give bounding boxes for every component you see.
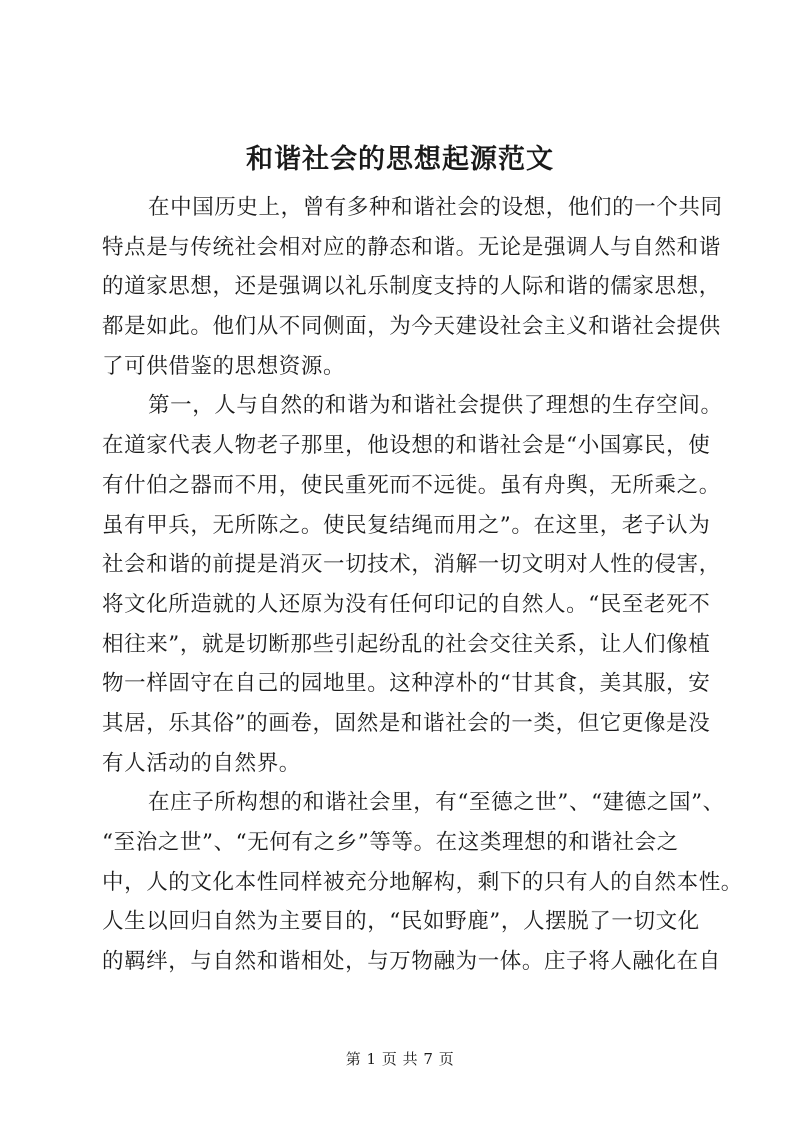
paragraph-2-line-6: 将文化所造就的人还原为没有任何印记的自然人。“民至老死不 xyxy=(102,591,711,617)
paragraph-2-line-3: 有什伯之器而不用，使民重死而不远徙。虽有舟舆，无所乘之。 xyxy=(102,472,721,498)
paragraph-1-line-2: 特点是与传统社会相对应的静态和谐。无论是强调人与自然和谐 xyxy=(102,234,721,260)
document-body xyxy=(102,188,743,982)
document-title: 和谐社会的思想起源范文 xyxy=(246,144,554,175)
paragraph-2-line-10: 有人活动的自然界。 xyxy=(102,750,301,776)
paragraph-2-line-2: 在道家代表人物老子那里，他设想的和谐社会是“小国寡民，使 xyxy=(102,433,711,459)
paragraph-3-line-3: 中，人的文化本性同样被充分地解构，剩下的只有人的自然本性。 xyxy=(102,869,743,895)
paragraph-3-line-2: “至治之世”、“无何有之乡”等等。在这类理想的和谐社会之 xyxy=(102,830,679,855)
paragraph-1-line-5: 了可供借鉴的思想资源。 xyxy=(102,353,346,379)
paragraph-1-line-1: 在中国历史上，曾有多种和谐社会的设想，他们的一个共同 xyxy=(148,195,723,220)
paragraph-3-line-4: 人生以回归自然为主要目的，“民如野鹿”，人摆脱了一切文化 xyxy=(102,909,700,935)
paragraph-1-line-3: 的道家思想，还是强调以礼乐制度支持的人际和谐的儒家思想， xyxy=(102,274,721,300)
paragraph-2-line-9: 其居，乐其俗”的画卷，固然是和谐社会的一类，但它更像是没 xyxy=(102,710,711,736)
paragraph-2-line-8: 物一样固守在自己的园地里。这种淳朴的“甘其食，美其服，安 xyxy=(102,671,711,697)
paragraph-1-line-4: 都是如此。他们从不同侧面，为今天建设社会主义和谐社会提供 xyxy=(102,314,721,340)
page-number-footer: 第 1 页 共 7 页 xyxy=(345,1050,455,1068)
paragraph-2-line-4: 虽有甲兵，无所陈之。使民复结绳而用之”。在这里，老子认为 xyxy=(102,512,711,538)
paragraph-2-line-5: 社会和谐的前提是消灭一切技术，消解一切文明对人性的侵害， xyxy=(102,552,721,578)
paragraph-3-line-5: 的羁绊，与自然和谐相处，与万物融为一体。庄子将人融化在自 xyxy=(102,949,721,975)
paragraph-2-line-1: 第一，人与自然的和谐为和谐社会提供了理想的生存空间。 xyxy=(148,393,723,419)
paragraph-3-line-1: 在庄子所构想的和谐社会里，有“至德之世”、“建德之国”、 xyxy=(148,790,725,816)
paragraph-2-line-7: 相往来”，就是切断那些引起纷乱的社会交往关系，让人们像植 xyxy=(102,631,711,657)
